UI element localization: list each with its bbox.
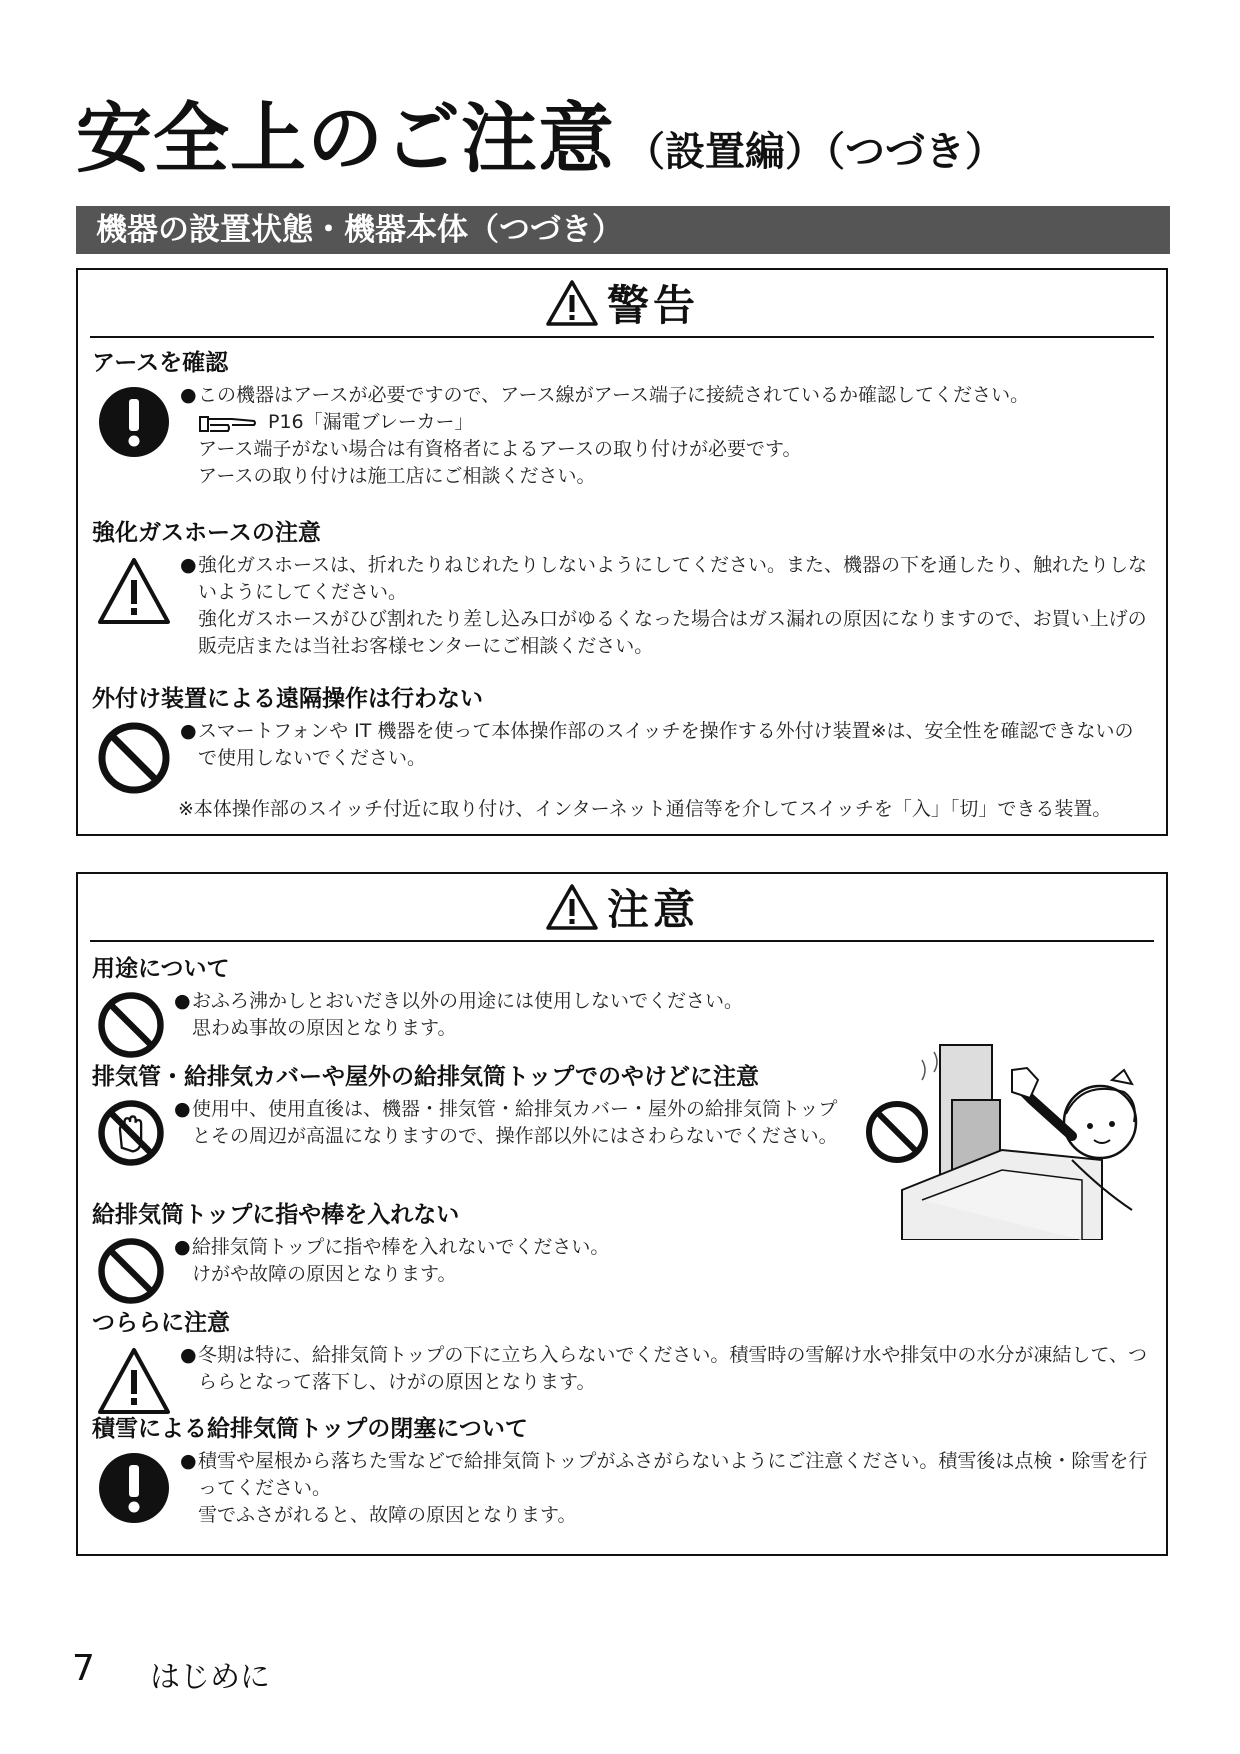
- bullet-mark: ●: [174, 1098, 191, 1120]
- warning-item-gas-hose: [92, 518, 1152, 660]
- item-text: 冬期は特に、給排気筒トップの下に立ち入らないでください。積雪時の雪解け水や排気中の水分が凍結して、つららとなって落下し、けがの原因となります。: [198, 1344, 1148, 1393]
- page-number: 7: [72, 1648, 95, 1689]
- item-heading: アースを確認: [92, 350, 229, 376]
- caution-triangle-icon: [96, 554, 172, 630]
- item-text: 強化ガスホースは、折れたりねじれたりしないようにしてください。また、機器の下を通したり、触れたりしないようにしてください。: [198, 554, 1148, 603]
- warning-item-earth: [92, 348, 1152, 490]
- bullet-mark: ●: [174, 990, 191, 1012]
- item-text: けがや故障の原因となります。: [192, 1263, 457, 1285]
- bullet-mark: ●: [180, 1450, 197, 1472]
- warning-triangle-icon: [545, 883, 599, 931]
- bullet-mark: ●: [180, 384, 197, 406]
- warning-item-remote-device: [92, 684, 1152, 823]
- item-text: おふろ沸かしとおいだき以外の用途には使用しないでください。: [192, 990, 744, 1012]
- pointing-finger-icon: [198, 411, 258, 435]
- item-heading: 積雪による給排気筒トップの閉塞について: [92, 1416, 528, 1442]
- item-text: 雪でふさがれると、故障の原因となります。: [198, 1504, 577, 1526]
- item-heading: 給排気筒トップに指や棒を入れない: [92, 1202, 460, 1228]
- item-text: 使用中、使用直後は、機器・排気管・給排気カバー・屋外の給排気筒トップとその周辺が高温になりますので、操作部以外にはさわらないでください。: [192, 1098, 838, 1147]
- prohibited-icon: [96, 720, 172, 796]
- warning-box: [76, 268, 1168, 836]
- hot-vent-illustration: [862, 1040, 1162, 1240]
- caution-triangle-icon: [96, 1344, 172, 1420]
- prohibited-icon: [96, 990, 166, 1060]
- no-touch-icon: [96, 1098, 166, 1168]
- item-heading: つららに注意: [92, 1310, 230, 1336]
- warning-header: [90, 270, 1154, 338]
- item-text: 思わぬ事故の原因となります。: [192, 1017, 457, 1039]
- caution-item-burn: [92, 1062, 852, 1168]
- title-main: 安全上のご注意: [76, 94, 615, 183]
- item-heading: 外付け装置による遠隔操作は行わない: [92, 686, 483, 712]
- bullet-mark: ●: [174, 1236, 191, 1258]
- caution-heading: 注意: [606, 885, 699, 934]
- item-text: スマートフォンや IT 機器を使って本体操作部のスイッチを操作する外付け装置※は、安全性を確認できないので使用しないでください。: [198, 720, 1134, 769]
- item-text: 強化ガスホースがひび割れたり差し込み口がゆるくなった場合はガス漏れの原因になりますので、お買い上げの販売店または当社お客様センターにご相談ください。: [198, 608, 1147, 657]
- page-reference[interactable]: [180, 409, 1152, 436]
- bullet-mark: ●: [180, 1344, 197, 1366]
- item-note: ※本体操作部のスイッチ付近に取り付け、インターネット通信等を介してスイッチを「入」「切」できる装置。: [178, 798, 1112, 820]
- item-heading: 排気管・給排気カバーや屋外の給排気筒トップでのやけどに注意: [92, 1064, 759, 1090]
- mandatory-icon: [96, 384, 172, 460]
- footer-section: はじめに: [150, 1660, 270, 1695]
- item-text: 積雪や屋根から落ちた雪などで給排気筒トップがふさがらないようにご注意ください。積雪後は点検・除雪を行ってください。: [198, 1450, 1148, 1499]
- mandatory-icon: [96, 1450, 172, 1526]
- item-text: この機器はアースが必要ですので、アース線がアース端子に接続されているか確認してください。: [198, 384, 1030, 406]
- bullet-mark: ●: [180, 720, 197, 742]
- page-title: [76, 78, 1005, 187]
- caution-header: [90, 874, 1154, 942]
- prohibited-icon: [96, 1236, 166, 1306]
- item-text: アースの取り付けは施工店にご相談ください。: [198, 465, 596, 487]
- bullet-mark: ●: [180, 554, 197, 576]
- section-heading: 機器の設置状態・機器本体（つづき）: [76, 206, 1170, 254]
- item-heading: 強化ガスホースの注意: [92, 520, 321, 546]
- caution-item-icicles: [92, 1308, 1152, 1420]
- warning-triangle-icon: [545, 279, 599, 327]
- caution-item-snow: [92, 1414, 1152, 1529]
- reference-text: P16「漏電ブレーカー」: [268, 411, 474, 433]
- item-heading: 用途について: [92, 956, 230, 982]
- item-text: アース端子がない場合は有資格者によるアースの取り付けが必要です。: [198, 438, 802, 460]
- item-text: 給排気筒トップに指や棒を入れないでください。: [192, 1236, 610, 1258]
- warning-heading: 警告: [606, 281, 699, 330]
- title-sub: （設置編）（つづき）: [625, 129, 1005, 175]
